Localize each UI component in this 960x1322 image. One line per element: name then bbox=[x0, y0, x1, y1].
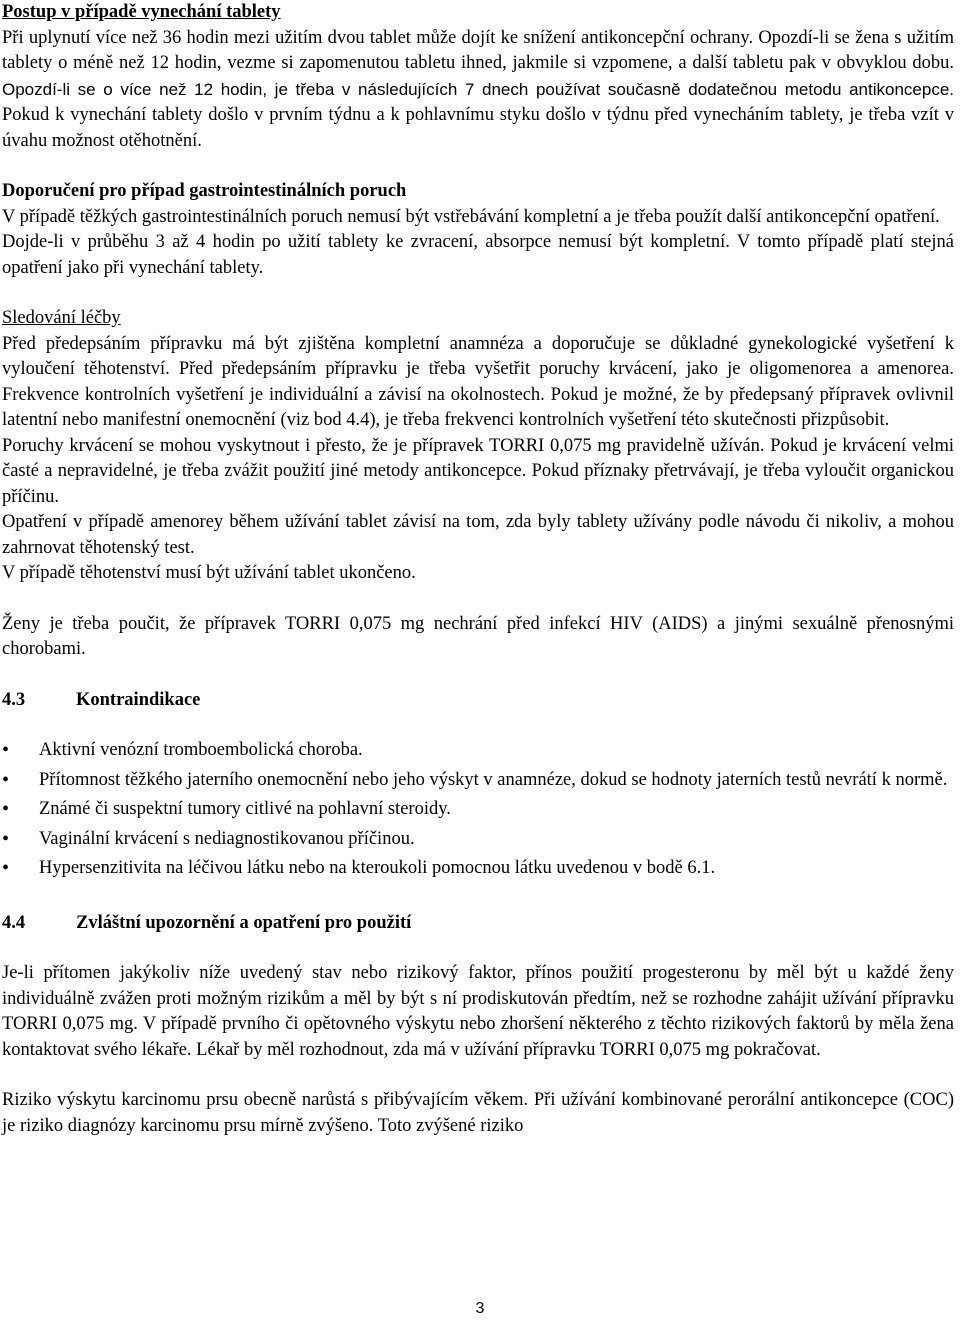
list-item: • Známé či suspektní tumory citlivé na pohlavní steroidy. bbox=[2, 797, 954, 823]
section-title-missed-tablet: Postup v případě vynechání tablety bbox=[2, 2, 281, 22]
section-title: Zvláštní upozornění a opatření pro použití bbox=[76, 912, 412, 933]
paragraph: Riziko výskytu karcinomu prsu obecně narůstá s přibývajícím věkem. Při užívání kombinované perorální antikoncepce (COC) je riziko diagnózy karcinomu prsu mírně zvýšeno. Toto zvýšené riziko bbox=[2, 1090, 954, 1136]
section-heading-4-4 bbox=[2, 911, 954, 937]
section-title: Kontraindikace bbox=[76, 689, 201, 710]
page-number: 3 bbox=[475, 1300, 485, 1317]
list-item: • Přítomnost těžkého jaterního onemocnění nebo jeho výskyt v anamnéze, dokud se hodnoty jaterních testů nevrátí k normě. bbox=[2, 768, 954, 794]
paragraph: Při uplynutí více než 36 hodin mezi užitím dvou tablet může dojít ke snížení antikoncepční ochrany. Opozdí-li se žena s užitím tablety o méně než 12 hodin, vezme si zapomenutou tabletu ihned, jakmile si vzpomene, a další tabletu pak v obvyklou dobu. Opozdí-li se o více než 12 hodin, je třeba v následujících 7 dnech používat současně dodatečnou metodu antikoncepce. Pokud k vynechání tablety došlo v prvním týdnu a k pohlavnímu styku došlo v týdnu před vynecháním tablety, je třeba vzít v úvahu možnost otěhotnění. bbox=[2, 27, 954, 151]
paragraph: Poruchy krvácení se mohou vyskytnout i přesto, že je přípravek TORRI 0,075 mg pravidelně užíván. Pokud je krvácení velmi časté a nepravidelné, je třeba zvážit použití jiné metody antikoncepce. Pokud příznaky přetrvávají, je třeba vyloučit organickou příčinu. bbox=[2, 435, 954, 507]
paragraph: V případě těžkých gastrointestinálních poruch nemusí být vstřebávání kompletní a je třeba použít další antikoncepční opatření. bbox=[2, 206, 940, 227]
section-number: 4.4 bbox=[2, 912, 26, 933]
section-heading-4-3 bbox=[2, 688, 954, 714]
list-item: • Hypersenzitivita na léčivou látku nebo na kteroukoli pomocnou látku uvedenou v bodě 6.1. bbox=[2, 856, 954, 882]
section-number: 4.3 bbox=[2, 689, 26, 710]
list-item: • Vaginální krvácení s nediagnostikovanou příčinou. bbox=[2, 827, 954, 853]
paragraph: Je-li přítomen jakýkoliv níže uvedený stav nebo rizikový faktor, přínos použití progesteronu by měl být u každé ženy individuálně zvážen proti možným rizikům a měl by být s ní prodiskutován předtím, než se rozhodne zahájit užívání přípravku TORRI 0,075 mg. V případě prvního či opětovného výskytu nebo zhoršení některého z těchto rizikových faktorů by měla žena kontaktovat svého lékaře. Lékař by měl rozhodnout, zda má v užívání přípravku TORRI 0,075 mg pokračovat. bbox=[2, 963, 954, 1060]
document-page bbox=[2, 0, 954, 1139]
section-title-gi-disorders: Doporučení pro případ gastrointestinálních poruch bbox=[2, 181, 407, 201]
section-title-monitoring: Sledování léčby bbox=[2, 308, 121, 328]
paragraph: V případě těhotenství musí být užívání tablet ukončeno. bbox=[2, 563, 416, 583]
paragraph: Dojde-li v průběhu 3 až 4 hodin po užití tablety ke zvracení, absorpce nemusí být kompletní. V tomto případě platí stejná opatření jako při vynechání tablety. bbox=[2, 232, 954, 278]
list-item: • Aktivní venózní tromboembolická choroba. bbox=[2, 738, 954, 764]
contraindications-list bbox=[2, 738, 954, 882]
paragraph: Opatření v případě amenorey během užívání tablet závisí na tom, zda byly tablety užívány podle návodu či nikoliv, a mohou zahrnovat těhotenský test. bbox=[2, 512, 954, 558]
paragraph: Ženy je třeba poučit, že přípravek TORRI 0,075 mg nechrání před infekcí HIV (AIDS) a jinými sexuálně přenosnými chorobami. bbox=[2, 613, 954, 659]
paragraph: Před předepsáním přípravku má být zjištěna kompletní anamnéza a doporučuje se důkladné gynekologické vyšetření k vyloučení těhotenství. Před předepsáním přípravku je třeba vyšetřit poruchy krvácení, jako je oligomenorea a amenorea. Frekvence kontrolních vyšetření je individuální a závisí na okolnostech. Pokud je možné, že by předepsaný přípravek ovlivnil latentní nebo manifestní onemocnění (viz bod 4.4), je třeba frekvenci kontrolních vyšetření této skutečnosti přizpůsobit. bbox=[2, 333, 954, 430]
